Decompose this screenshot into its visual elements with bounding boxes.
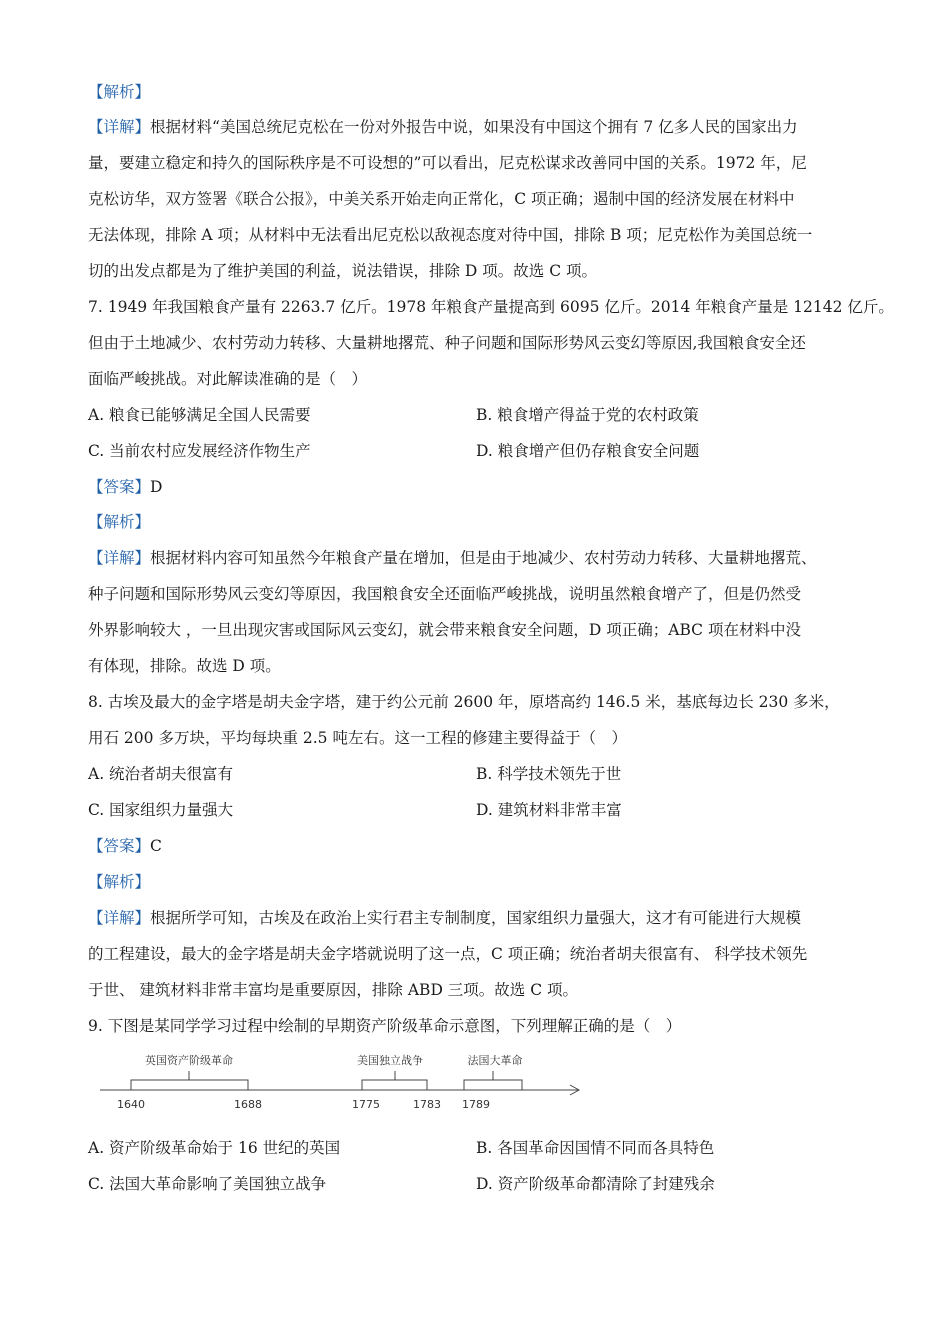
detail-line: 【详解】根据材料“美国总统尼克松在一份对外报告中说，如果没有中国这个拥有 7 亿多人民的国家出力 <box>88 118 798 136</box>
detail-line: 于世、 建筑材料非常丰富均是重要原因，排除 ABD 三项。故选 C 项。 <box>88 981 579 999</box>
year-1775: 1775 <box>352 1098 380 1111</box>
detail-line: 【详解】根据所学可知，古埃及在政治上实行君主专制制度，国家组织力量强大，这才有可能进行大规模 <box>88 909 802 927</box>
option-c: C. 法国大革命影响了美国独立战争 <box>88 1175 327 1193</box>
detail-line: 有体现，排除。故选 D 项。 <box>88 657 281 675</box>
question-stem: 用石 200 多万块，平均每块重 2.5 吨左右。这一工程的修建主要得益于（ ） <box>88 729 627 747</box>
detail-line: 量，要建立稳定和持久的国际秩序是不可设想的”可以看出，尼克松谋求改善同中国的关系。1972 年，尼 <box>88 154 807 172</box>
analysis-tag: 【解析】 <box>88 873 151 891</box>
detail-line: 切的出发点都是为了维护美国的利益，说法错误，排除 D 项。故选 C 项。 <box>88 262 597 280</box>
year-1789: 1789 <box>462 1098 490 1111</box>
option-b: B. 粮食增产得益于党的农村政策 <box>476 406 699 424</box>
label-english-revolution: 英国资产阶级革命 <box>145 1054 233 1067</box>
answer-line: 【答案】D <box>88 478 163 496</box>
option-a: A. 资产阶级革命始于 16 世纪的英国 <box>88 1139 341 1157</box>
option-b: B. 各国革命因国情不同而各具特色 <box>476 1139 715 1157</box>
detail-line: 克松访华，双方签署《联合公报》，中美关系开始走向正常化，C 项正确；遏制中国的经济发展在材料中 <box>88 190 795 208</box>
label-american-war: 美国独立战争 <box>357 1054 423 1067</box>
detail-line: 【详解】根据材料内容可知虽然今年粮食产量在增加，但是由于地减少、农村劳动力转移、大量耕地撂荒、 <box>88 549 817 567</box>
year-1640: 1640 <box>117 1098 145 1111</box>
label-french-revolution: 法国大革命 <box>467 1054 523 1067</box>
year-1783: 1783 <box>413 1098 441 1111</box>
detail-line: 的工程建设，最大的金字塔是胡夫金字塔就说明了这一点，C 项正确；统治者胡夫很富有、 科学技术领先 <box>88 945 808 963</box>
year-1688: 1688 <box>234 1098 262 1111</box>
option-a: A. 统治者胡夫很富有 <box>88 765 234 783</box>
question-stem: 7. 1949 年我国粮食产量有 2263.7 亿斤。1978 年粮食产量提高到 6095 亿斤。2014 年粮食产量是 12142 亿斤。 <box>88 298 894 316</box>
option-c: C. 当前农村应发展经济作物生产 <box>88 442 311 460</box>
option-d: D. 粮食增产但仍存粮食安全问题 <box>476 442 700 460</box>
option-b: B. 科学技术领先于世 <box>476 765 622 783</box>
bracket-english-revolution <box>131 1080 248 1090</box>
answer-line: 【答案】C <box>88 837 162 855</box>
detail-line: 种子问题和国际形势风云变幻等原因，我国粮食安全还面临严峻挑战，说明虽然粮食增产了，但是仍然受 <box>88 585 802 603</box>
option-a: A. 粮食已能够满足全国人民需要 <box>88 406 311 424</box>
question-stem: 9. 下图是某同学学习过程中绘制的早期资产阶级革命示意图，下列理解正确的是（ ） <box>88 1017 682 1035</box>
question-stem: 但由于土地减少、农村劳动力转移、大量耕地撂荒、种子问题和国际形势风云变幻等原因,我国粮食安全还 <box>88 334 806 352</box>
revolution-timeline <box>96 1048 586 1114</box>
question-stem: 面临严峻挑战。对此解读准确的是（ ） <box>88 370 368 388</box>
detail-line: 无法体现，排除 A 项；从材料中无法看出尼克松以敌视态度对待中国，排除 B 项；尼克松作为美国总统一 <box>88 226 813 244</box>
detail-line: 外界影响较大 ，一旦出现灾害或国际风云变幻，就会带来粮食安全问题，D 项正确；ABC 项在材料中没 <box>88 621 801 639</box>
bracket-american-war <box>362 1080 427 1090</box>
question-stem: 8. 古埃及最大的金字塔是胡夫金字塔，建于约公元前 2600 年，原塔高约 146.5 米，基底每边长 230 多米， <box>88 693 840 711</box>
analysis-tag: 【解析】 <box>88 83 151 101</box>
option-d: D. 资产阶级革命都清除了封建残余 <box>476 1175 715 1193</box>
option-c: C. 国家组织力量强大 <box>88 801 234 819</box>
analysis-tag: 【解析】 <box>88 513 151 531</box>
option-d: D. 建筑材料非常丰富 <box>476 801 622 819</box>
bracket-french-revolution <box>464 1080 522 1090</box>
